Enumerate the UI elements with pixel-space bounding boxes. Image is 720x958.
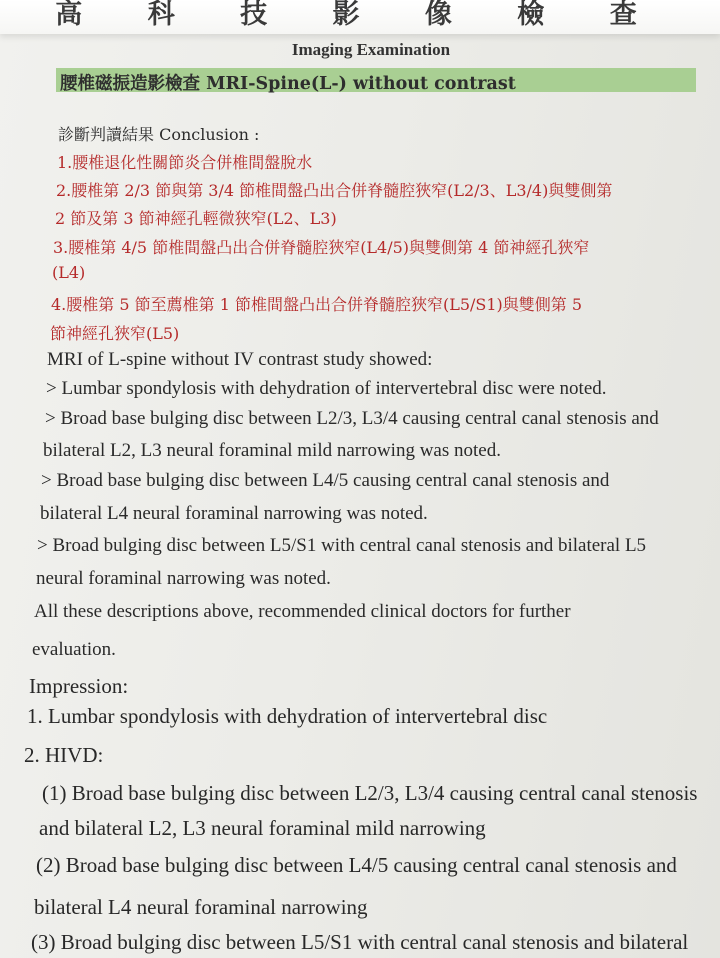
conclusion-line: 2.腰椎第 2/3 節與第 3/4 節椎間盤凸出合併脊髓腔狹窄(L2/3、L3/4)與雙側第 [56, 181, 613, 200]
findings-line: evaluation. [32, 639, 116, 660]
conclusion-line: 2 節及第 3 節神經孔輕微狹窄(L2、L3) [55, 209, 337, 228]
findings-line: bilateral L2, L3 neural foraminal mild narrowing was noted. [43, 440, 501, 461]
findings-line: > Broad base bulging disc between L4/5 causing central canal stenosis and [41, 470, 610, 491]
findings-line: bilateral L4 neural foraminal narrowing was noted. [40, 503, 428, 524]
report-header-title: 高 科 技 影 像 檢 查 [55, 0, 665, 30]
findings-line: All these descriptions above, recommended clinical doctors for further [34, 601, 571, 622]
conclusion-heading: 診斷判讀結果 Conclusion : [58, 125, 260, 144]
conclusion-line: 1.腰椎退化性關節炎合併椎間盤脫水 [57, 153, 313, 172]
impression-heading: Impression: [29, 674, 129, 698]
conclusion-line: 3.腰椎第 4/5 節椎間盤凸出合併脊髓腔狹窄(L4/5)與雙側第 4 節神經孔狹窄 [53, 238, 590, 257]
conclusion-line: 4.腰椎第 5 節至薦椎第 1 節椎間盤凸出合併脊髓腔狹窄(L5/S1)與雙側第 5 [51, 295, 583, 314]
findings-line: > Broad bulging disc between L5/S1 with central canal stenosis and bilateral L5 [37, 535, 647, 556]
impression-line: and bilateral L2, L3 neural foraminal mild narrowing [39, 816, 486, 840]
findings-line: MRI of L-spine without IV contrast study showed: [47, 349, 433, 370]
exam-title: 腰椎磁振造影檢查 MRI-Spine(L-) without contrast [60, 74, 516, 94]
section-subtitle: Imaging Examination [291, 40, 451, 59]
impression-line: (3) Broad bulging disc between L5/S1 with central canal stenosis and bilateral [31, 930, 689, 954]
impression-line: bilateral L4 neural foraminal narrowing [34, 895, 368, 919]
findings-line: neural foraminal narrowing was noted. [36, 568, 331, 589]
conclusion-line: (L4) [52, 263, 86, 282]
findings-line: > Lumbar spondylosis with dehydration of intervertebral disc were noted. [46, 378, 607, 399]
conclusion-line: 節神經孔狹窄(L5) [50, 324, 180, 343]
impression-line: 1. Lumbar spondylosis with dehydration of intervertebral disc [27, 704, 548, 728]
findings-line: > Broad base bulging disc between L2/3, L3/4 causing central canal stenosis and [45, 408, 659, 429]
impression-line: (2) Broad base bulging disc between L4/5 causing central canal stenosis and [36, 853, 677, 877]
impression-line: 2. HIVD: [24, 743, 104, 767]
impression-line: (1) Broad base bulging disc between L2/3, L3/4 causing central canal stenosis [42, 781, 698, 805]
